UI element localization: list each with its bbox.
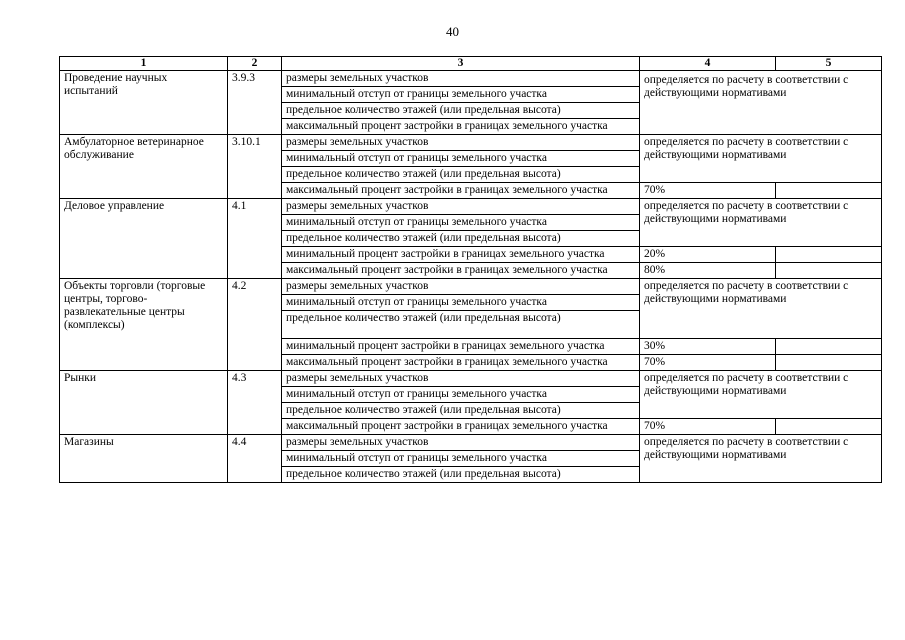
land-use-code: 4.1 [228, 199, 282, 279]
land-use-code: 3.9.3 [228, 71, 282, 135]
empty-cell [776, 247, 882, 263]
column-header-2: 2 [228, 57, 282, 71]
column-header-1: 1 [60, 57, 228, 71]
max-build-value: 70% [640, 419, 776, 435]
land-use-code: 3.10.1 [228, 135, 282, 199]
min-build-value: 30% [640, 339, 776, 355]
param-size: размеры земельных участков [282, 279, 640, 295]
min-build-value: 20% [640, 247, 776, 263]
regulations-table [59, 56, 882, 483]
table-row [60, 199, 882, 215]
max-build-value: 80% [640, 263, 776, 279]
param-max-build: максимальный процент застройки в границах земельного участка [282, 419, 640, 435]
empty-cell [776, 355, 882, 371]
header-row [60, 57, 882, 71]
param-max-floors: предельное количество этажей (или предельная высота) [282, 231, 640, 247]
param-max-floors: предельное количество этажей (или предельная высота) [282, 167, 640, 183]
param-size: размеры земельных участков [282, 71, 640, 87]
land-use-name: Объекты торговли (торговые центры, торгово-развлекательные центры (комплексы) [60, 279, 228, 371]
land-use-code: 4.2 [228, 279, 282, 371]
table-row [60, 371, 882, 387]
calc-value: определяется по расчету в соответствии с действующими нормативами [640, 135, 882, 183]
param-size: размеры земельных участков [282, 135, 640, 151]
param-min-offset: минимальный отступ от границы земельного участка [282, 151, 640, 167]
param-max-floors: предельное количество этажей (или предельная высота) [282, 467, 640, 483]
land-use-name: Проведение научных испытаний [60, 71, 228, 135]
param-min-offset: минимальный отступ от границы земельного участка [282, 87, 640, 103]
empty-cell [776, 183, 882, 199]
param-min-build: минимальный процент застройки в границах земельного участка [282, 339, 640, 355]
param-max-build: максимальный процент застройки в границах земельного участка [282, 263, 640, 279]
param-size: размеры земельных участков [282, 435, 640, 451]
param-min-build: минимальный процент застройки в границах земельного участка [282, 247, 640, 263]
table-row [60, 135, 882, 151]
calc-value: определяется по расчету в соответствии с действующими нормативами [640, 435, 882, 483]
param-max-build: максимальный процент застройки в границах земельного участка [282, 183, 640, 199]
param-min-offset: минимальный отступ от границы земельного участка [282, 451, 640, 467]
column-header-5: 5 [776, 57, 882, 71]
max-build-value: 70% [640, 183, 776, 199]
param-size: размеры земельных участков [282, 199, 640, 215]
table-row [60, 71, 882, 87]
param-max-floors: предельное количество этажей (или предельная высота) [282, 311, 640, 339]
param-min-offset: минимальный отступ от границы земельного участка [282, 295, 640, 311]
param-max-floors: предельное количество этажей (или предельная высота) [282, 403, 640, 419]
page-number: 40 [446, 24, 459, 39]
table-row [60, 279, 882, 295]
calc-value: определяется по расчету в соответствии с действующими нормативами [640, 371, 882, 419]
calc-value: определяется по расчету в соответствии с действующими нормативами [640, 279, 882, 339]
column-header-4: 4 [640, 57, 776, 71]
column-header-3: 3 [282, 57, 640, 71]
table-row [60, 435, 882, 451]
land-use-name: Деловое управление [60, 199, 228, 279]
empty-cell [776, 419, 882, 435]
land-use-code: 4.4 [228, 435, 282, 483]
land-use-code: 4.3 [228, 371, 282, 435]
param-max-build: максимальный процент застройки в границах земельного участка [282, 355, 640, 371]
land-use-name: Рынки [60, 371, 228, 435]
empty-cell [776, 263, 882, 279]
param-max-floors: предельное количество этажей (или предельная высота) [282, 103, 640, 119]
param-size: размеры земельных участков [282, 371, 640, 387]
param-min-offset: минимальный отступ от границы земельного участка [282, 215, 640, 231]
param-min-offset: минимальный отступ от границы земельного участка [282, 387, 640, 403]
land-use-name: Магазины [60, 435, 228, 483]
param-max-build: максимальный процент застройки в границах земельного участка [282, 119, 640, 135]
calc-value: определяется по расчету в соответствии с действующими нормативами [640, 71, 882, 135]
land-use-name: Амбулаторное ветеринарное обслуживание [60, 135, 228, 199]
calc-value: определяется по расчету в соответствии с действующими нормативами [640, 199, 882, 247]
max-build-value: 70% [640, 355, 776, 371]
empty-cell [776, 339, 882, 355]
